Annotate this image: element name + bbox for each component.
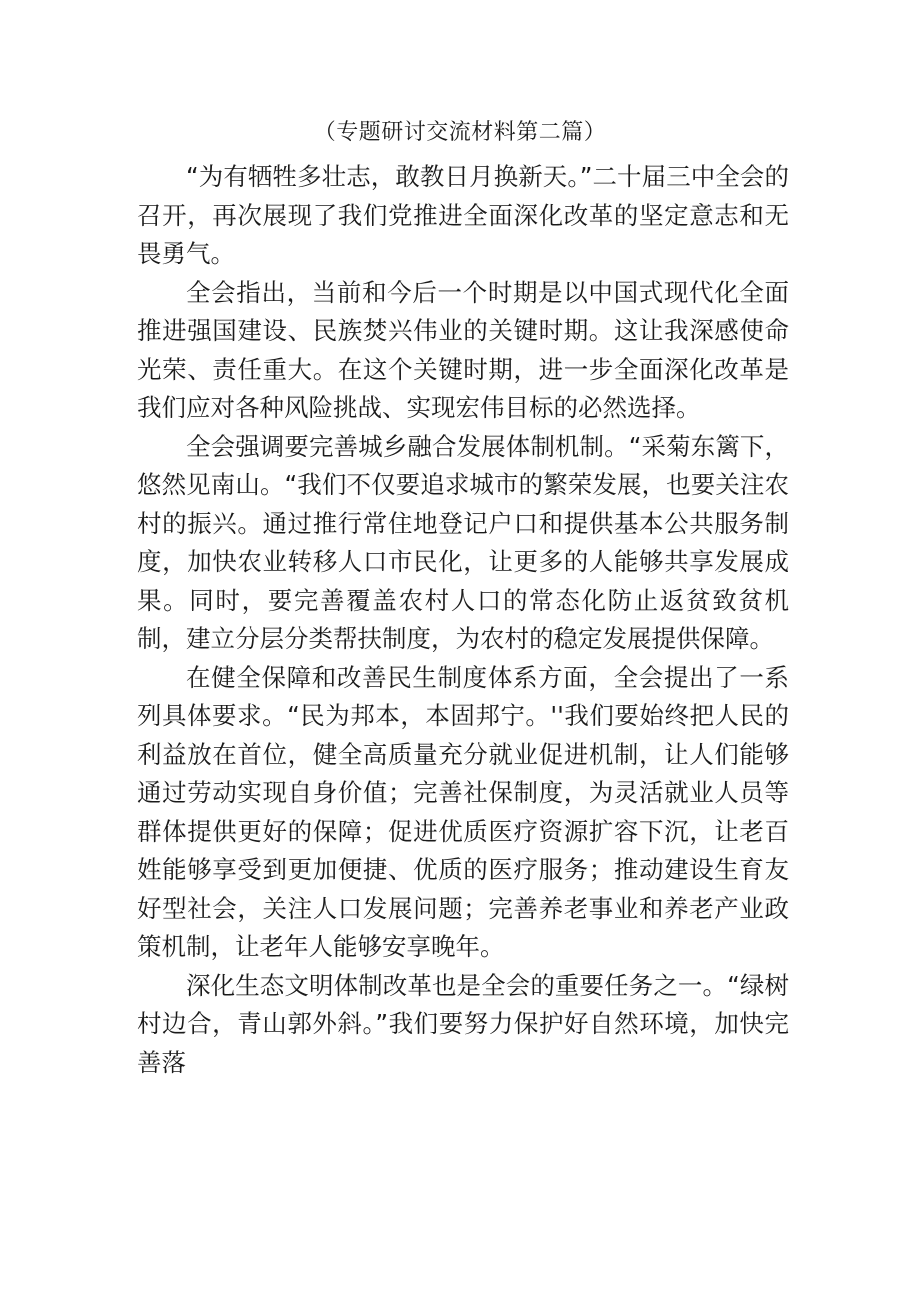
paragraph-2: 全会指出，当前和今后一个时期是以中国式现代化全面推进强国建设、民族焚兴伟业的关键时期。这让我深感使命光荣、责任重大。在这个关键时期，进一步全面深化改革是我们应对各种风险挑战、实现宏伟目标的必然选择。 <box>137 277 789 422</box>
paragraph-3: 全会强调要完善城乡融合发展体制机制。“采菊东篱下，悠然见南山。“我们不仅要追求城市的繁荣发展，也要关注农村的振兴。通过推行常住地登记户口和提供基本公共服务制度，加快农业转移人口市民化，让更多的人能够共享发展成果。同时，要完善覆盖农村人口的常态化防止返贫致贫机制，建立分层分类帮扶制度，为农村的稳定发展提供保障。 <box>137 431 789 653</box>
paragraph-1: “为有牺牲多壮志，敢教日月换新天。”二十届三中全会的召开，再次展现了我们党推进全面深化改革的坚定意志和无畏勇气。 <box>137 162 789 268</box>
document-body <box>137 158 789 1082</box>
paragraph-4: 在健全保障和改善民生制度体系方面，全会提出了一系列具体要求。“民为邦本，本固邦宁。''我们要始终把人民的利益放在首位，健全高质量充分就业促进机制，让人们能够通过劳动实现自身价值；完善社保制度，为灵活就业人员等群体提供更好的保障；促进优质医疗资源扩容下沉，让老百姓能够享受到更加便捷、优质的医疗服务；推动建设生育友好型社会，关注人口发展问题；完善养老事业和养老产业政策机制，让老年人能够安享晚年。 <box>137 662 789 961</box>
document-title: （专题研讨交流材料第二篇） <box>313 120 607 145</box>
paragraph-5: 深化生态文明体制改革也是全会的重要任务之一。“绿树村边合，青山郭外斜。”我们要努力保护好自然环境，加快完善落 <box>137 970 789 1077</box>
